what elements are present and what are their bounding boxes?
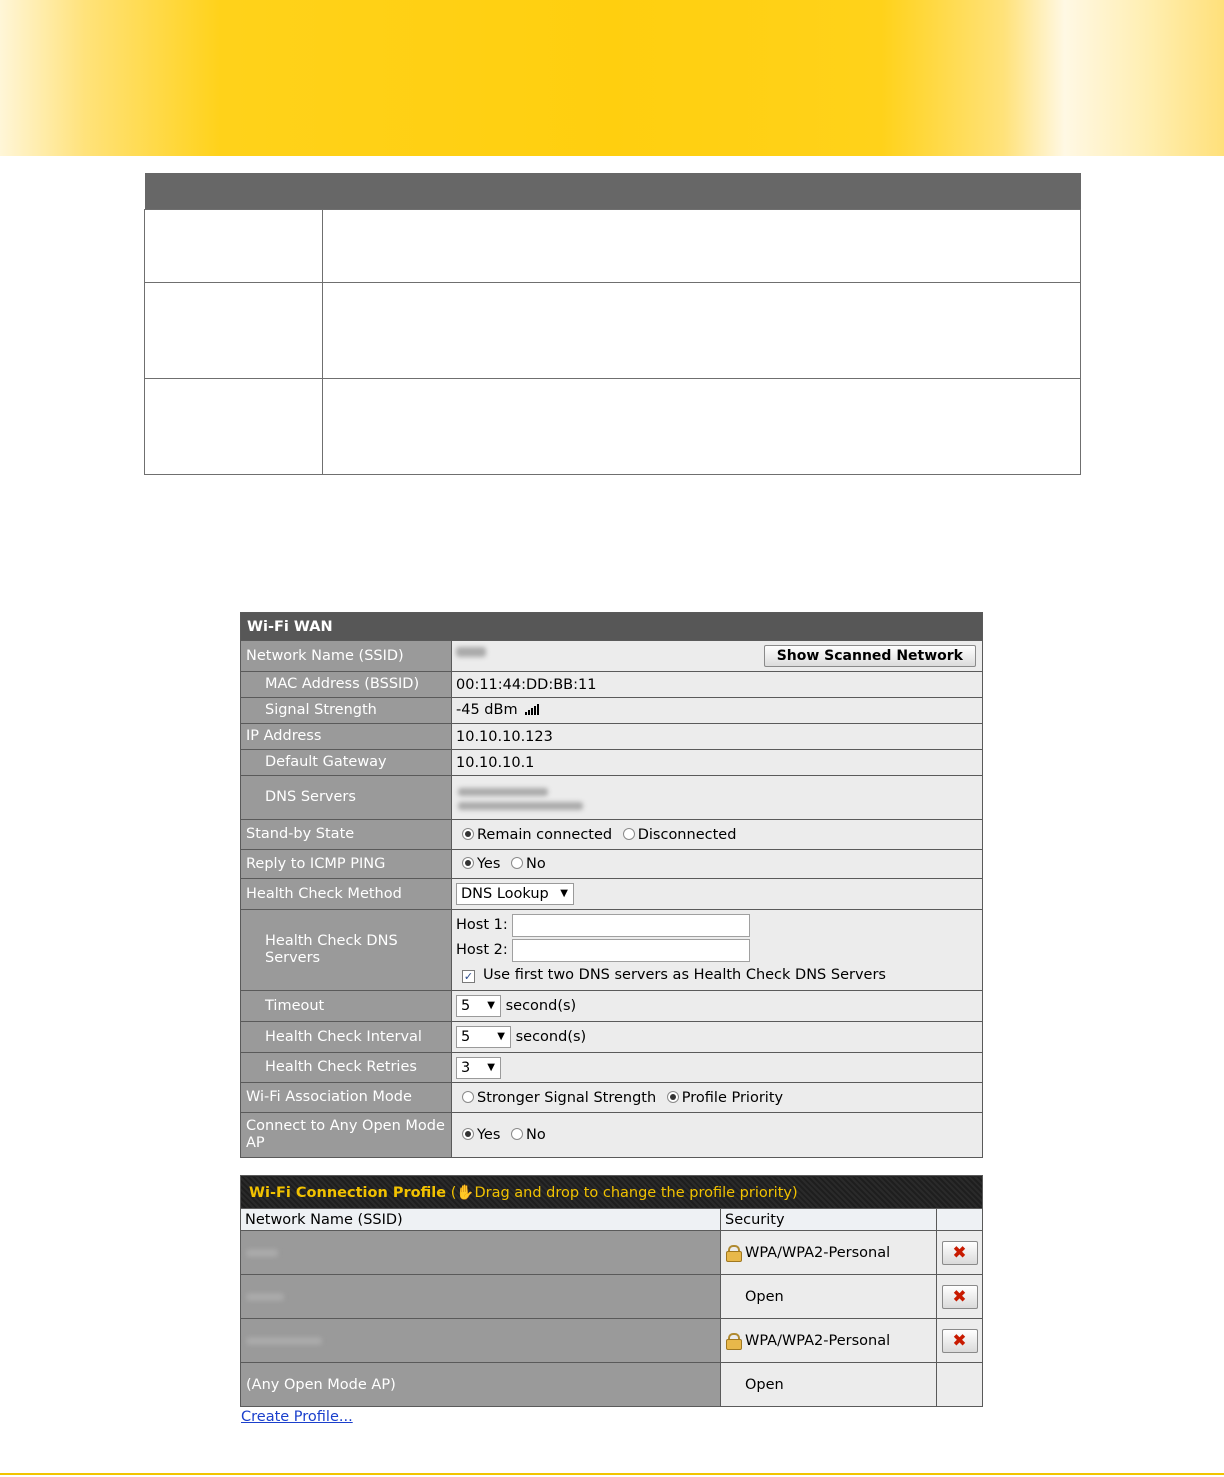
standby-disconnected-label: Disconnected bbox=[637, 826, 737, 843]
info-cell bbox=[323, 209, 1081, 282]
retries-label: Health Check Retries bbox=[241, 1053, 452, 1083]
info-cell bbox=[145, 378, 323, 474]
host2-input[interactable] bbox=[512, 939, 750, 962]
use-dns-checkbox[interactable]: ✓ bbox=[463, 970, 474, 983]
assoc-priority-radio[interactable] bbox=[667, 1091, 679, 1103]
ssid-name: (Any Open Mode AP) bbox=[241, 1363, 721, 1407]
hc-method-value: DNS Lookup bbox=[461, 886, 549, 902]
dns-value-redacted bbox=[458, 802, 583, 810]
info-table-header bbox=[145, 173, 1081, 209]
profile-hint: Drag and drop to change the profile priority) bbox=[474, 1184, 798, 1201]
interval-value: 5 bbox=[461, 1029, 471, 1045]
header-banner bbox=[0, 0, 1224, 156]
host1-label: Host 1: bbox=[456, 917, 508, 933]
col-ssid-header: Network Name (SSID) bbox=[241, 1209, 721, 1231]
empty-action-cell bbox=[937, 1363, 983, 1407]
assoc-stronger-label: Stronger Signal Strength bbox=[477, 1089, 657, 1106]
security-value: WPA/WPA2-Personal bbox=[745, 1332, 891, 1349]
timeout-label: Timeout bbox=[241, 991, 452, 1022]
standby-disconnected-radio[interactable] bbox=[623, 828, 635, 840]
interval-select[interactable] bbox=[456, 1026, 511, 1048]
delete-button[interactable]: ✖ bbox=[942, 1329, 978, 1353]
info-cell bbox=[145, 209, 323, 282]
wifi-profile-table bbox=[240, 1175, 983, 1407]
table-row[interactable] bbox=[241, 1363, 983, 1407]
profile-hint-open: ( bbox=[446, 1184, 457, 1201]
delete-button[interactable]: ✖ bbox=[942, 1285, 978, 1309]
security-value: Open bbox=[745, 1376, 784, 1393]
ip-value: 10.10.10.123 bbox=[452, 724, 983, 750]
icmp-label: Reply to ICMP PING bbox=[241, 850, 452, 879]
dns-label: DNS Servers bbox=[241, 776, 452, 820]
info-table bbox=[144, 173, 1081, 475]
profile-title: Wi-Fi Connection Profile bbox=[249, 1184, 447, 1201]
mac-value: 00:11:44:DD:BB:11 bbox=[452, 672, 983, 698]
col-action-header bbox=[937, 1209, 983, 1231]
chevron-down-icon: ▼ bbox=[487, 1000, 495, 1011]
assoc-label: Wi-Fi Association Mode bbox=[241, 1083, 452, 1113]
lock-icon bbox=[725, 1333, 741, 1347]
assoc-priority-label: Profile Priority bbox=[681, 1089, 784, 1106]
any-open-no-label: No bbox=[526, 1127, 546, 1143]
timeout-select[interactable] bbox=[456, 995, 501, 1017]
mac-label: MAC Address (BSSID) bbox=[241, 672, 452, 698]
timeout-value: 5 bbox=[461, 998, 471, 1014]
any-open-yes-radio[interactable] bbox=[462, 1128, 474, 1140]
security-value: Open bbox=[745, 1288, 784, 1305]
hc-dns-label: Health Check DNS Servers bbox=[241, 910, 452, 991]
interval-unit: second(s) bbox=[515, 1029, 587, 1045]
ssid-name-redacted bbox=[246, 1337, 322, 1345]
wifi-wan-title: Wi-Fi WAN bbox=[241, 613, 983, 641]
standby-label: Stand-by State bbox=[241, 820, 452, 850]
show-scanned-network-button[interactable]: Show Scanned Network bbox=[764, 645, 976, 667]
interval-label: Health Check Interval bbox=[241, 1022, 452, 1053]
ip-label: IP Address bbox=[241, 724, 452, 750]
security-value: WPA/WPA2-Personal bbox=[745, 1244, 891, 1261]
hc-method-select[interactable] bbox=[456, 883, 574, 905]
footer-divider bbox=[0, 1473, 1224, 1475]
chevron-down-icon: ▼ bbox=[497, 1031, 505, 1042]
create-profile-link[interactable]: Create Profile... bbox=[241, 1409, 353, 1425]
ssid-value-redacted bbox=[456, 647, 486, 657]
icmp-yes-label: Yes bbox=[477, 856, 501, 872]
drag-hand-icon: ✋ bbox=[456, 1184, 475, 1201]
any-open-no-radio[interactable] bbox=[511, 1128, 523, 1140]
info-cell bbox=[145, 282, 323, 378]
table-row[interactable] bbox=[241, 1231, 983, 1275]
info-cell bbox=[323, 378, 1081, 474]
delete-button[interactable]: ✖ bbox=[942, 1241, 978, 1265]
hc-method-label: Health Check Method bbox=[241, 879, 452, 910]
any-open-yes-label: Yes bbox=[477, 1127, 501, 1143]
icmp-yes-radio[interactable] bbox=[462, 857, 474, 869]
table-row[interactable] bbox=[241, 1319, 983, 1363]
gateway-label: Default Gateway bbox=[241, 750, 452, 776]
ssid-label: Network Name (SSID) bbox=[241, 641, 452, 672]
gateway-value: 10.10.10.1 bbox=[452, 750, 983, 776]
info-cell bbox=[323, 282, 1081, 378]
icmp-no-label: No bbox=[526, 856, 546, 872]
timeout-unit: second(s) bbox=[505, 998, 577, 1014]
retries-select[interactable] bbox=[456, 1057, 501, 1079]
ssid-name-redacted bbox=[246, 1293, 284, 1301]
icmp-no-radio[interactable] bbox=[511, 857, 523, 869]
assoc-stronger-radio[interactable] bbox=[462, 1091, 474, 1103]
signal-bars-icon bbox=[525, 703, 540, 719]
wifi-wan-table bbox=[240, 612, 983, 1158]
use-dns-label: Use first two DNS servers as Health Check DNS Servers bbox=[483, 967, 886, 983]
standby-remain-radio[interactable] bbox=[462, 828, 474, 840]
table-row[interactable] bbox=[241, 1275, 983, 1319]
any-open-label: Connect to Any Open Mode AP bbox=[241, 1113, 452, 1158]
col-security-header: Security bbox=[721, 1209, 937, 1231]
signal-value: -45 dBm bbox=[456, 702, 518, 718]
chevron-down-icon: ▼ bbox=[560, 888, 568, 899]
host1-input[interactable] bbox=[512, 914, 750, 937]
standby-remain-label: Remain connected bbox=[477, 826, 613, 843]
host2-label: Host 2: bbox=[456, 942, 508, 958]
signal-label: Signal Strength bbox=[241, 698, 452, 724]
lock-icon bbox=[725, 1245, 741, 1259]
chevron-down-icon: ▼ bbox=[487, 1061, 495, 1073]
dns-value-redacted bbox=[458, 788, 548, 796]
retries-value: 3 bbox=[461, 1059, 471, 1076]
ssid-name-redacted bbox=[246, 1249, 278, 1257]
